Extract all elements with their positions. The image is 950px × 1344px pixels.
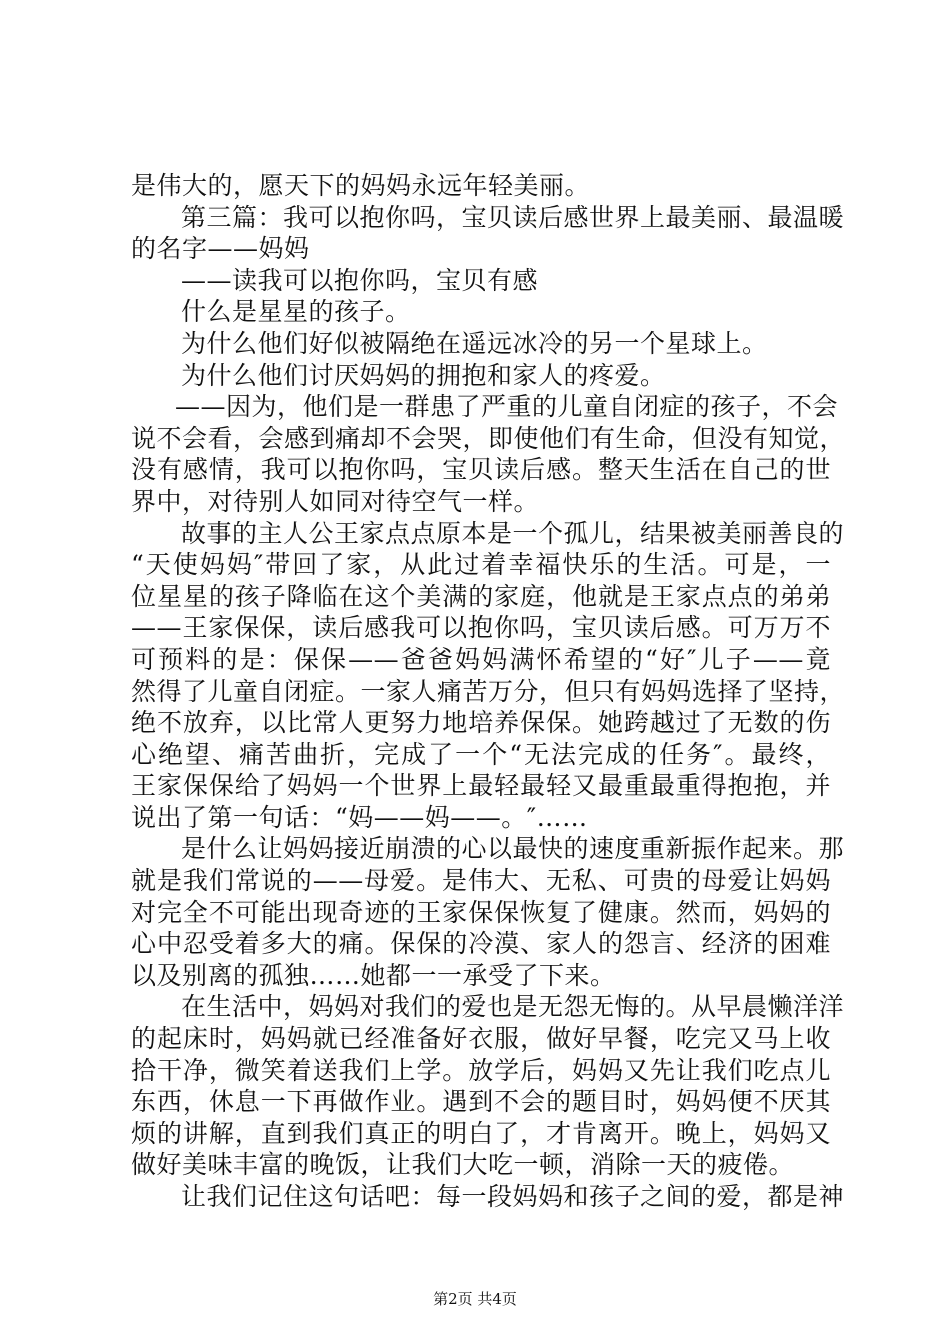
text-line: 没有感情，我可以抱你吗，宝贝读后感。整天生活在自己的世 [131, 455, 831, 485]
text-line: 心中忍受着多大的痛。保保的冷漠、家人的怨言、经济的困难 [131, 929, 831, 959]
text-line: 心绝望、痛苦曲折，完成了一个“无法完成的任务″。最终， [131, 739, 831, 769]
text-line: 在生活中，妈妈对我们的爱也是无怨无悔的。从早晨懒洋洋 [181, 992, 845, 1022]
text-line: ——读我可以抱你吗，宝贝有感 [181, 265, 539, 295]
text-line: 然得了儿童自闭症。一家人痛苦万分，但只有妈妈选择了坚持， [131, 676, 846, 706]
text-line: 说出了第一句话：“妈——妈——。″…… [131, 802, 588, 832]
text-line: 就是我们常说的——母爱。是伟大、无私、可贵的母爱让妈妈 [131, 866, 831, 896]
text-line: ——因为，他们是一群患了严重的儿童自闭症的孩子，不会 [175, 392, 839, 422]
text-line: 是什么让妈妈接近崩溃的心以最快的速度重新振作起来。那 [181, 834, 845, 864]
text-line: 界中，对待别人如同对待空气一样。 [131, 486, 540, 516]
text-line: 以及别离的孤独……她都一一承受了下来。 [131, 960, 616, 990]
text-line: 什么是星星的孩子。 [181, 297, 411, 327]
text-line: 绝不放弃，以比常人更努力地培养保保。她跨越过了无数的伤 [131, 708, 831, 738]
text-line: 的起床时，妈妈就已经准备好衣服，做好早餐，吃完又马上收 [131, 1024, 831, 1054]
text-line: 烦的讲解，直到我们真正的明白了，才肯离开。晚上，妈妈又 [131, 1118, 831, 1148]
text-line: 东西，休息一下再做作业。遇到不会的题目时，妈妈便不厌其 [131, 1087, 831, 1117]
text-line: 王家保保给了妈妈一个世界上最轻最轻又最重最重得抱抱，并 [131, 771, 831, 801]
page-number-footer: 第2页 共4页 [433, 1290, 517, 1308]
text-line: 说不会看，会感到痛却不会哭，即使他们有生命，但没有知觉， [131, 423, 846, 453]
text-line: 拾干净，微笑着送我们上学。放学后，妈妈又先让我们吃点儿 [131, 1055, 831, 1085]
text-line: ——王家保保，读后感我可以抱你吗，宝贝读后感。可万万不 [131, 613, 831, 643]
text-line: 对完全不可能出现奇迹的王家保保恢复了健康。然而，妈妈的 [131, 897, 831, 927]
text-line: 为什么他们好似被隔绝在遥远冰冷的另一个星球上。 [181, 328, 768, 358]
text-line: 第三篇：我可以抱你吗，宝贝读后感世界上最美丽、最温暖 [181, 202, 845, 232]
text-line: 为什么他们讨厌妈妈的拥抱和家人的疼爱。 [181, 360, 666, 390]
text-line: 做好美味丰富的晚饭，让我们大吃一顿，消除一天的疲倦。 [131, 1150, 795, 1180]
body-text [131, 170, 846, 1213]
text-line: 让我们记住这句话吧：每一段妈妈和孩子之间的爱，都是神 [181, 1182, 845, 1211]
text-line: 可预料的是：保保——爸爸妈妈满怀希望的“好″儿子——竟 [131, 644, 831, 674]
text-line: 故事的主人公王家点点原本是一个孤儿，结果被美丽善良的 [181, 518, 845, 548]
text-line: 位星星的孩子降临在这个美满的家庭，他就是王家点点的弟弟 [131, 581, 831, 611]
text-line: 的名字——妈妈 [131, 234, 310, 264]
text-line: 是伟大的，愿天下的妈妈永远年轻美丽。 [131, 171, 591, 200]
text-line: “天使妈妈″带回了家，从此过着幸福快乐的生活。可是，一 [131, 550, 831, 580]
